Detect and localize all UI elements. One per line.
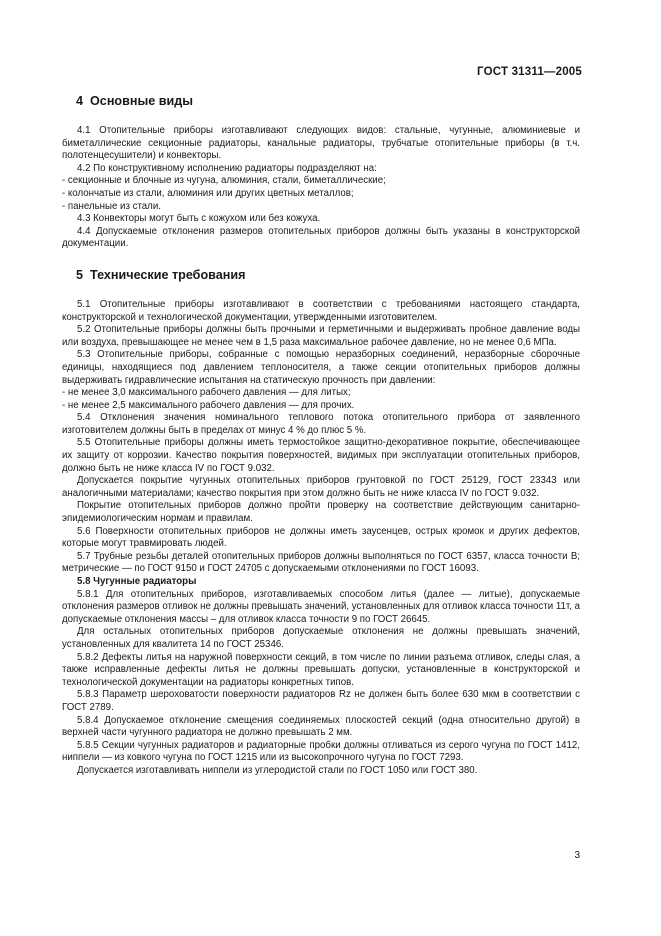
list-item: - колончатые из стали, алюминия или других цветных металлов; [62,187,354,199]
paragraph-5-5: 5.5 Отопительные приборы должны иметь термостойкое защитно-декоративное покрытие, обеспечивающее их защиту от коррозии. Качество покрытия поверхностей, видимых при эксплуатации отопительных приборов, должно быть не ниже класса IV по ГОСТ 9.032. [62,437,580,474]
paragraph-5-5-cont: Покрытие отопительных приборов должно пройти проверку на соответствие действующим санитарно-эпидемиологическим нормам и правилам. [62,500,580,525]
section-number: 5 [76,267,84,282]
section-number: 4 [76,94,84,108]
list-item: - не менее 3,0 максимального рабочего давления — для литых; [62,387,351,399]
paragraph-5-6: 5.6 Поверхности отопительных приборов не должны иметь заусенцев, острых кромок и других дефектов, которые могут травмировать людей. [62,525,580,550]
paragraph-5-8-4: 5.8.4 Допускаемое отклонение смещения соединяемых плоскостей секций (одна относительно другой) в верхней части чугунного радиатора не должно превышать 2 мм. [62,714,580,739]
paragraph-5-8-3: 5.8.3 Параметр шероховатости поверхности радиаторов Rz не должен быть более 630 мкм в соответствии с ГОСТ 2789. [62,689,580,713]
paragraph-5-8-1-cont: Для остальных отопительных приборов допускаемые отклонения не должны превышать значений, установленных для квалитета 14 по ГОСТ 25346. [62,626,580,650]
section-title: Основные виды [90,94,193,108]
paragraph-5-4: 5.4 Отклонения значения номинального теплового потока отопительного прибора от заявленного изготовителем должны быть в пределах от минус 4 % до плюс 5 %. [62,412,580,436]
paragraph-5-5-cont: Допускается покрытие чугунных отопительных приборов грунтовкой по ГОСТ 25129, ГОСТ 23343 или аналогичными материалами; качество покрытия при этом должно быть не ниже класса IV по ГОСТ 9.032. [62,475,580,499]
section-4-heading [62,93,580,109]
paragraph-5-7: 5.7 Трубные резьбы деталей отопительных приборов должны выполняться по ГОСТ 6357, класса точности В; метрические — по ГОСТ 9150 и ГОСТ 24705 с допускаемыми отклонениями по ГОСТ 16093. [62,550,580,575]
paragraph-5-1: 5.1 Отопительные приборы изготавливают в соответствии с требованиями настоящего стандарта, конструкторской и технологической документации, утвержденными изготовителем. [62,298,580,323]
subsection-5-8-heading: 5.8 Чугунные радиаторы [77,576,197,587]
paragraph-5-8-2: 5.8.2 Дефекты литья на наружной поверхности секций, в том числе по линии разъема отливок, следы слая, а также исправленные дефекты литья не должны превышать допуски, установленные в конструкторской и технологической документации на радиаторы конкретных типов. [62,651,580,688]
page-content [62,93,580,778]
paragraph-4-4: 4.4 Допускаемые отклонения размеров отопительных приборов должны быть указаны в конструкторской документации. [62,225,580,250]
paragraph-5-3: 5.3 Отопительные приборы, собранные с помощью неразборных соединений, неразборные сборочные единицы, находящиеся под давлением теплоносителя, а также секции отопительных приборов должны выдерживать гидравлические испытания на статическую прочность при давлении: [62,349,580,386]
list-item: - не менее 2,5 максимального рабочего давления — для прочих. [62,399,355,411]
section-title: Технические требования [90,267,246,282]
page-number: 3 [574,850,580,861]
paragraph-4-3: 4.3 Конвекторы могут быть с кожухом или без кожуха. [77,213,321,225]
paragraph-4-2: 4.2 По конструктивному исполнению радиаторы подразделяют на: [77,162,377,174]
list-item: - секционные и блочные из чугуна, алюминия, стали, биметаллические; [62,175,386,187]
paragraph-5-2: 5.2 Отопительные приборы должны быть прочными и герметичными и выдерживать пробное давление воды или воздуха, превышающее не менее чем в 1,5 раза максимальное рабочее давление, но не менее 0,6 МПа. [62,324,580,348]
standard-code-header: ГОСТ 31311—2005 [477,66,582,78]
list-item: - панельные из стали. [62,200,161,212]
paragraph-5-8-1: 5.8.1 Для отопительных приборов, изготавливаемых способом литья (далее — литые), допускаемые отклонения размеров отливок не должны превышать значений, установленных для отливок класса точности 11т, а допускаемые отклонения массы – для отливок класса точности 9 по ГОСТ 26645. [62,588,581,625]
paragraph-5-8-5: 5.8.5 Секции чугунных радиаторов и радиаторные пробки должны отливаться из серого чугуна по ГОСТ 1412, ниппели — из ковкого чугуна по ГОСТ 1215 или из высокопрочного чугуна по ГОСТ 7293. [62,739,580,764]
section-5-heading [62,267,580,283]
paragraph-5-8-5-cont: Допускается изготавливать ниппели из углеродистой стали по ГОСТ 1050 или ГОСТ 380. [77,764,478,776]
paragraph-4-1: 4.1 Отопительные приборы изготавливают следующих видов: стальные, чугунные, алюминиевые и биметаллические секционные радиаторы, канальные радиаторы, трубчатые отопительные приборы (в т.ч. полотенцесушители) и конвекторы. [62,125,580,162]
